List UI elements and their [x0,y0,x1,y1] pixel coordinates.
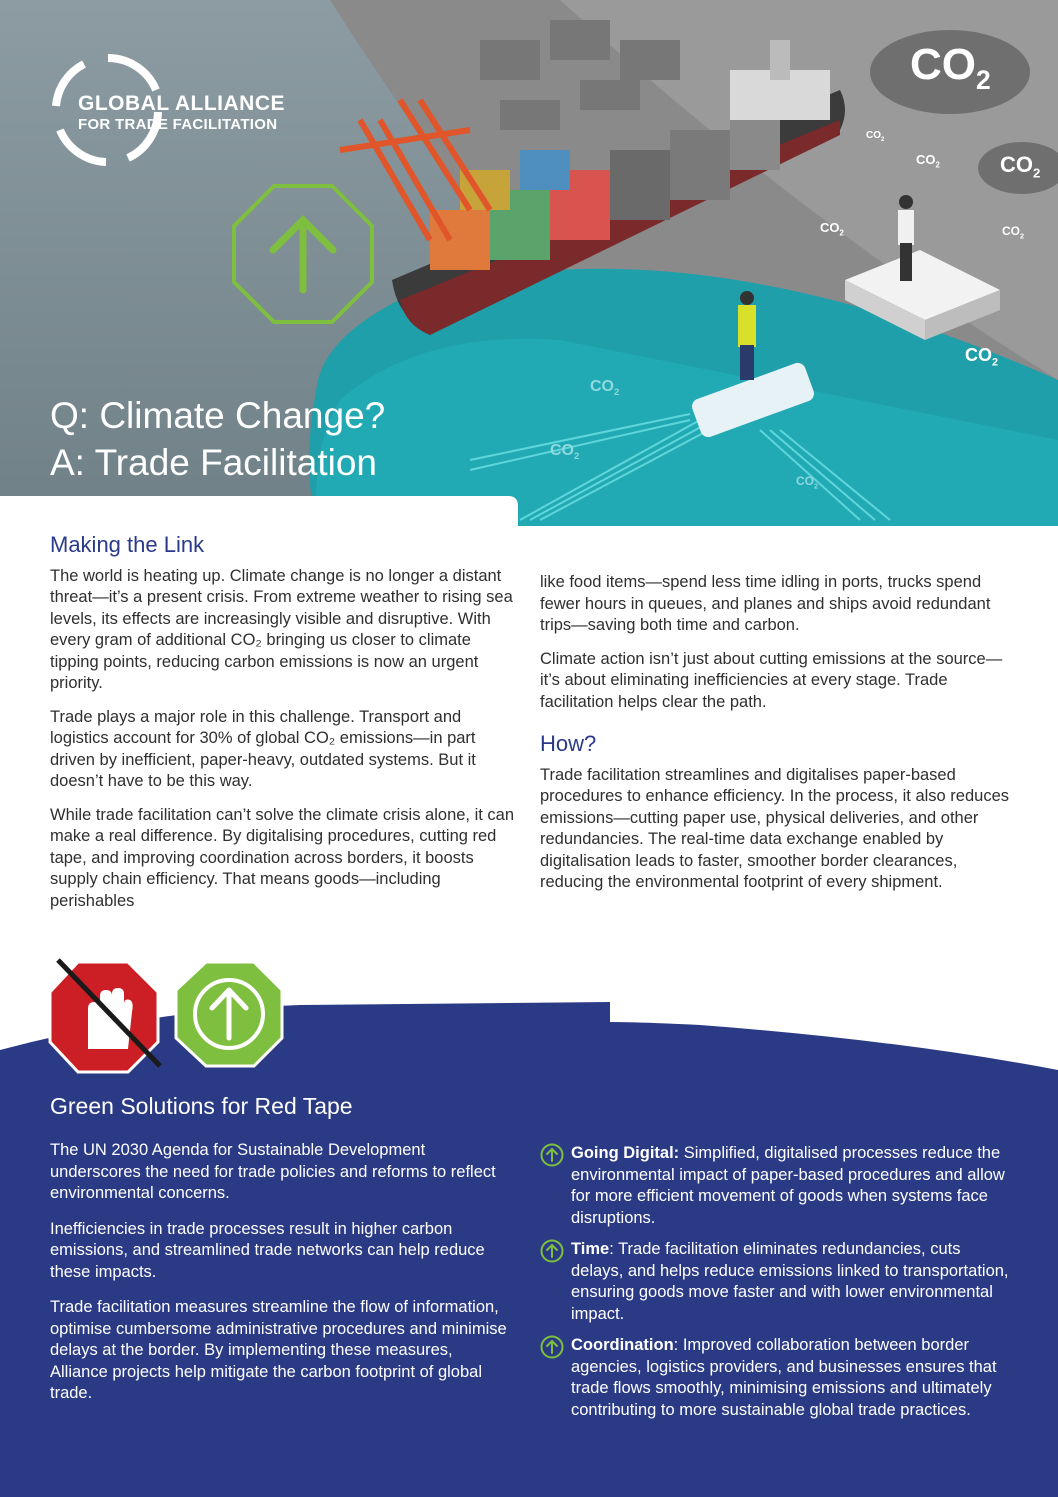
column-left [50,534,522,924]
paragraph: Trade facilitation measures streamline the flow of information, optimise cumbersome administrative procedures and minimise delays at the border. By implementing these measures, Alliance projects help mitigate the carbon footprint of global trade. [50,1298,507,1402]
co2-label: $CO_2$ [550,442,580,463]
co2-label: $CO_2$ [866,130,885,143]
co2-cloud-label: $CO_2$ [910,40,991,95]
page-title [50,392,385,486]
paragraph: Trade facilitation streamlines and digitalises paper-based procedures to enhance efficiency. In the process, it also reduces emissions—cutting paper use, physical deliveries, and other redundancies. The real-time data exchange enabled by digitalisation leads to faster, smoother border clearances, reducing the environmental footprint of every shipment. [540,765,1009,891]
paragraph: While trade facilitation can’t solve the climate crisis alone, it can make a real difference. By digitalising procedures, cutting red tape, and improving coordination across borders, it boosts supply chain efficiency. That means goods—including perishables [50,805,515,910]
paragraph: Trade plays a major role in this challenge. Transport and logistics account for 30% of global CO₂ emissions—in part driven by inefficient, paper-heavy, outdated systems. But it doesn’t have to be this way. [50,707,476,790]
co2-label: $CO_2$ [590,378,620,399]
section-heading-how: How? [540,731,597,756]
list-item [540,1143,1015,1229]
co2-label: $CO_2$ [965,345,999,369]
logo-line1: GLOBAL ALLIANCE [78,92,285,115]
list-item-text: : Trade facilitation eliminates redundancies, cuts delays, and helps reduce emissions linked to transportation, ensuring goods move faster and with lower environmental impact. [571,1240,1009,1323]
list-item-text: Simplified, digitalised processes reduce the environmental impact of paper-based procedures and allow for more efficient movement of goods when systems face disruptions. [571,1144,1005,1227]
co2-label: $CO_2$ [1002,224,1024,241]
arrow-up-circle-icon [540,1239,564,1263]
list-item [540,1239,1015,1325]
stop-hand-icon [50,960,160,1072]
arrow-up-circle-icon [540,1143,564,1167]
co2-label: $CO_2$ [820,220,844,238]
paragraph: The world is heating up. Climate change is no longer a distant threat—it’s a present crisis. From extreme weather to rising sea levels, its effects are increasingly visible and disruptive. With every gram of additional CO₂ bringing us closer to climate tipping points, reducing carbon emissions is now an urgent priority. [50,566,513,692]
logo-line2: FOR TRADE FACILITATION [78,116,278,133]
co2-label: $CO_2$ [796,474,818,491]
paragraph: The UN 2030 Agenda for Sustainable Development underscores the need for trade policies and reforms to reflect environmental concerns. [50,1141,496,1202]
paragraph: like food items—spend less time idling in ports, trucks spend fewer hours in queues, and planes and ships avoid redundant trips—saving both time and carbon. [540,573,991,634]
list-item [540,1335,1015,1421]
arrow-up-circle-icon [540,1335,564,1359]
column-right [540,572,1014,906]
list-item-title: Going Digital: [571,1144,680,1162]
paragraph: Climate action isn’t just about cutting emissions at the source—it’s about eliminating inefficiencies at every stage. Trade facilitation helps clear the path. [540,649,1003,711]
hero-banner [0,0,1058,526]
paragraph: Inefficiencies in trade processes result in higher carbon emissions, and streamlined trade networks can help reduce these impacts. [50,1219,485,1281]
co2-cloud-label: $CO_2$ [1000,152,1041,181]
go-arrow-icon [176,962,282,1066]
section-heading-making-the-link: Making the Link [50,532,205,557]
list-item-title: Coordination [571,1336,674,1354]
title-answer: A: Trade Facilitation [50,442,377,483]
co2-label: $CO_2$ [916,152,940,170]
benefits-list [540,1143,1015,1431]
section-heading-green-solutions: Green Solutions for Red Tape [50,1093,353,1119]
stop-go-signs [48,954,288,1074]
list-item-text: : Improved collaboration between border agencies, logistics providers, and businesses ensures that trade flows smoothly, minimising emissions and ultimately contributing to more sustainable global trade practices. [571,1336,997,1419]
blue-column-left [50,1140,510,1419]
list-item-title: Time [571,1240,610,1258]
logo [48,50,348,170]
title-question: Q: Climate Change? [50,395,386,436]
